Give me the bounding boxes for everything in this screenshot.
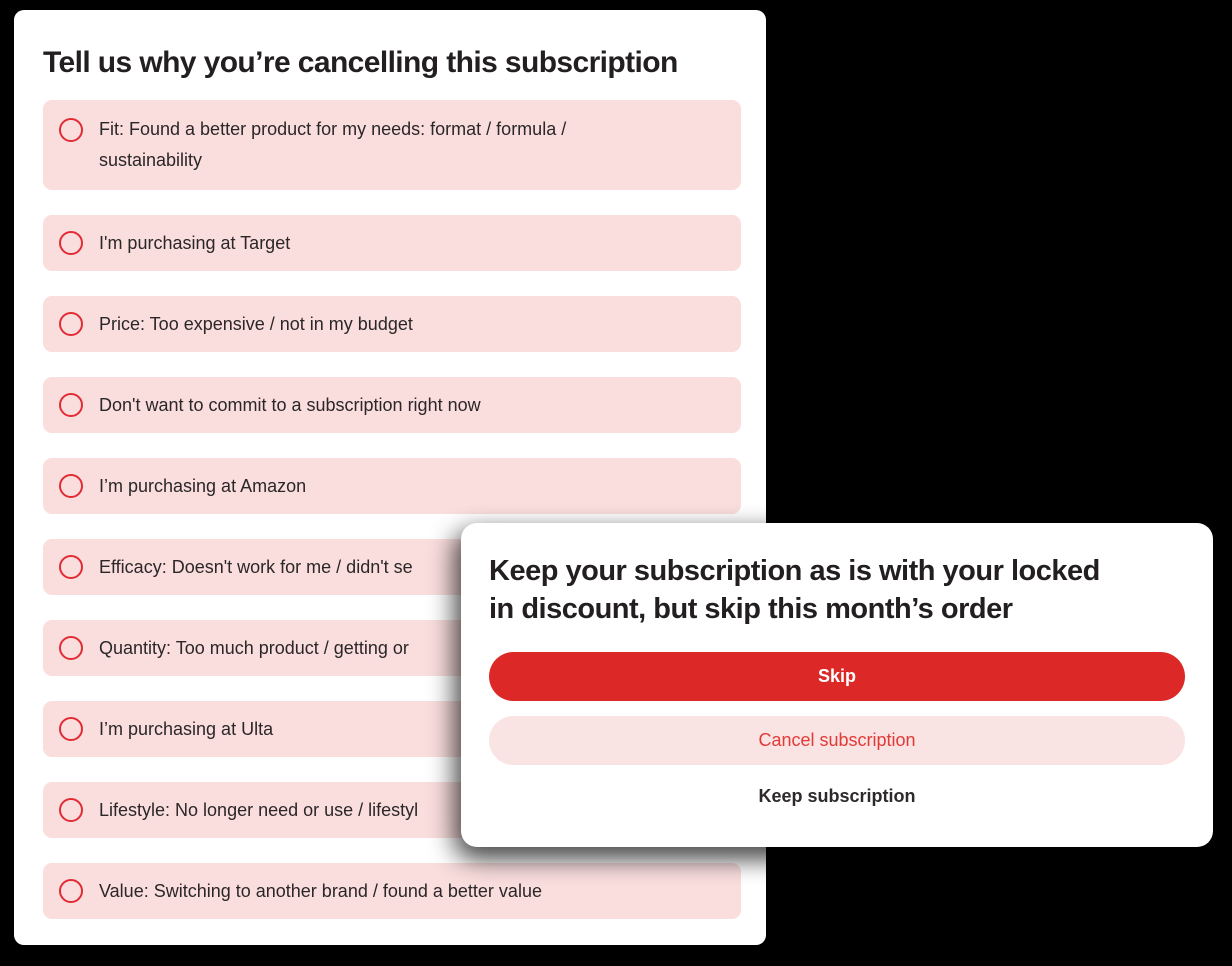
skip-button[interactable]: Skip xyxy=(489,652,1185,701)
reason-option-target[interactable] xyxy=(43,215,741,271)
radio-icon[interactable] xyxy=(59,312,83,336)
reason-option-label: Don't want to commit to a subscription right now xyxy=(99,394,481,415)
reason-option-label: I'm purchasing at Target xyxy=(99,232,291,253)
reason-option-commit[interactable] xyxy=(43,377,741,433)
reason-option-label: Efficacy: Doesn't work for me / didn't se xyxy=(99,556,413,577)
radio-icon[interactable] xyxy=(59,717,83,741)
radio-icon[interactable] xyxy=(59,555,83,579)
reason-option-label: I’m purchasing at Amazon xyxy=(99,475,307,496)
reason-option-label: Lifestyle: No longer need or use / lifestyl xyxy=(99,799,419,820)
cancel-subscription-button[interactable]: Cancel subscription xyxy=(489,716,1185,765)
keep-subscription-button[interactable]: Keep subscription xyxy=(758,786,916,806)
reason-option-fit[interactable] xyxy=(43,100,741,190)
reason-option-value[interactable] xyxy=(43,863,741,919)
reason-option-label: Quantity: Too much product / getting or xyxy=(99,637,409,658)
reason-option-label: Fit: Found a better product for my needs: format / formula / sustainability xyxy=(99,119,567,170)
radio-icon[interactable] xyxy=(59,474,83,498)
reason-option-label: I’m purchasing at Ulta xyxy=(99,718,274,739)
reason-option-price[interactable] xyxy=(43,296,741,352)
radio-icon[interactable] xyxy=(59,393,83,417)
reason-option-amazon[interactable] xyxy=(43,458,741,514)
skip-offer-title: Keep your subscription as is with your locked in discount, but skip this month’s order xyxy=(489,555,1100,625)
radio-icon[interactable] xyxy=(59,798,83,822)
reason-option-label: Price: Too expensive / not in my budget xyxy=(99,313,413,334)
skip-offer-panel xyxy=(461,523,1213,847)
radio-icon[interactable] xyxy=(59,879,83,903)
cancel-reasons-title: Tell us why you’re cancelling this subscription xyxy=(43,46,678,79)
radio-icon[interactable] xyxy=(59,118,83,142)
radio-icon[interactable] xyxy=(59,636,83,660)
reason-option-label: Value: Switching to another brand / found a better value xyxy=(99,880,542,901)
radio-icon[interactable] xyxy=(59,231,83,255)
